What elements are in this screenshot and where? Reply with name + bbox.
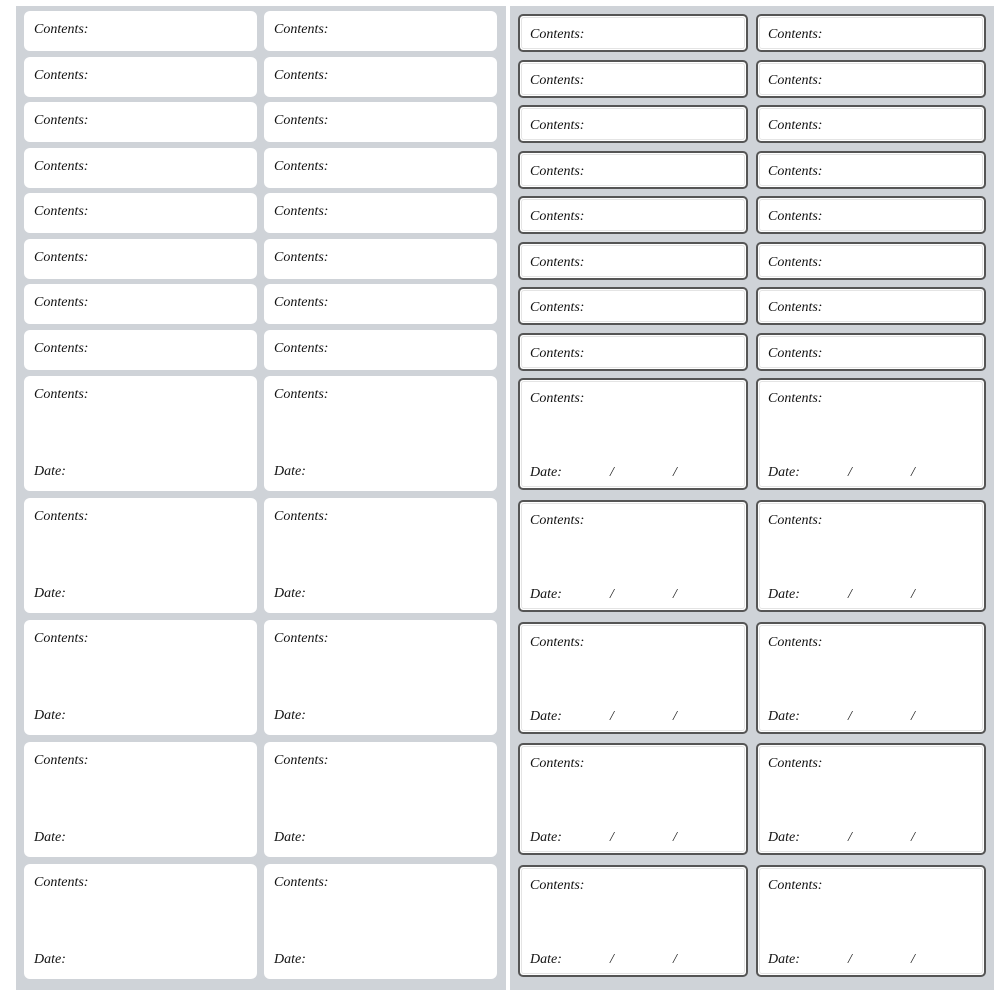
contents-label: Contents: <box>34 204 89 219</box>
contents-label: Contents: <box>530 163 585 179</box>
date-label: Date: <box>530 708 562 724</box>
contents-label: Contents: <box>530 878 585 894</box>
date-label: Date: <box>530 830 562 846</box>
date-separator: / <box>673 708 677 724</box>
small-label[interactable] <box>756 14 986 52</box>
small-label[interactable] <box>24 193 257 233</box>
date-label: Date: <box>34 830 66 845</box>
contents-label: Contents: <box>34 113 89 128</box>
label-sheet-plain <box>16 6 506 990</box>
date-label: Date: <box>530 465 562 480</box>
small-label[interactable] <box>24 148 257 188</box>
date-separator: / <box>848 465 852 480</box>
large-label[interactable] <box>264 620 497 735</box>
small-label[interactable] <box>24 102 257 142</box>
large-label[interactable] <box>756 622 986 734</box>
contents-label: Contents: <box>530 209 585 224</box>
date-label: Date: <box>768 952 800 968</box>
date-separator: / <box>610 586 614 602</box>
small-label[interactable] <box>264 239 497 279</box>
contents-label: Contents: <box>34 22 89 37</box>
large-label[interactable] <box>24 498 257 613</box>
contents-label: Contents: <box>274 387 329 402</box>
date-label: Date: <box>530 952 562 968</box>
small-label[interactable] <box>24 57 257 97</box>
contents-label: Contents: <box>34 753 89 768</box>
contents-label: Contents: <box>530 72 585 88</box>
small-label[interactable] <box>518 242 748 280</box>
label-sheet-bordered <box>510 6 994 990</box>
contents-label: Contents: <box>530 300 585 315</box>
contents-label: Contents: <box>34 295 89 310</box>
date-separator: / <box>610 830 614 846</box>
small-label[interactable] <box>24 330 257 370</box>
contents-label: Contents: <box>768 209 823 224</box>
small-label[interactable] <box>756 333 986 371</box>
date-separator: / <box>848 708 852 724</box>
small-label[interactable] <box>264 11 497 51</box>
contents-label: Contents: <box>530 254 585 270</box>
date-label: Date: <box>274 830 306 845</box>
large-label[interactable] <box>24 376 257 491</box>
contents-label: Contents: <box>530 512 585 528</box>
small-label[interactable] <box>518 151 748 189</box>
small-label[interactable] <box>756 60 986 98</box>
contents-label: Contents: <box>768 27 823 42</box>
contents-label: Contents: <box>530 118 585 133</box>
contents-label: Contents: <box>768 72 823 88</box>
date-separator: / <box>911 952 915 968</box>
contents-label: Contents: <box>274 249 329 265</box>
date-label: Date: <box>34 586 66 601</box>
date-label: Date: <box>274 586 306 601</box>
contents-label: Contents: <box>530 756 585 772</box>
small-label[interactable] <box>756 105 986 143</box>
date-separator: / <box>911 586 915 602</box>
date-label: Date: <box>768 708 800 724</box>
small-label[interactable] <box>264 284 497 324</box>
date-label: Date: <box>34 464 66 479</box>
date-label: Date: <box>274 464 306 479</box>
small-label[interactable] <box>518 60 748 98</box>
contents-label: Contents: <box>34 67 89 83</box>
date-separator: / <box>911 830 915 846</box>
large-label[interactable] <box>24 864 257 979</box>
contents-label: Contents: <box>34 387 89 402</box>
date-separator: / <box>610 465 614 480</box>
small-label[interactable] <box>518 333 748 371</box>
large-label[interactable] <box>264 498 497 613</box>
contents-label: Contents: <box>34 631 89 646</box>
small-label[interactable] <box>518 287 748 325</box>
date-label: Date: <box>530 586 562 602</box>
contents-label: Contents: <box>768 345 823 361</box>
large-label[interactable] <box>518 865 748 977</box>
contents-label: Contents: <box>768 254 823 270</box>
small-label[interactable] <box>264 102 497 142</box>
contents-label: Contents: <box>274 158 329 174</box>
date-separator: / <box>673 830 677 846</box>
small-label[interactable] <box>24 284 257 324</box>
contents-label: Contents: <box>768 118 823 133</box>
date-separator: / <box>911 708 915 724</box>
contents-label: Contents: <box>274 340 329 356</box>
date-separator: / <box>911 465 915 480</box>
date-separator: / <box>673 952 677 968</box>
contents-label: Contents: <box>530 391 585 406</box>
small-label[interactable] <box>518 196 748 234</box>
large-label[interactable] <box>756 865 986 977</box>
large-label[interactable] <box>264 742 497 857</box>
large-label[interactable] <box>518 378 748 490</box>
contents-label: Contents: <box>768 391 823 406</box>
date-label: Date: <box>34 708 66 723</box>
contents-label: Contents: <box>34 249 89 265</box>
contents-label: Contents: <box>768 512 823 528</box>
contents-label: Contents: <box>768 878 823 894</box>
small-label[interactable] <box>756 287 986 325</box>
small-label[interactable] <box>264 57 497 97</box>
large-label[interactable] <box>518 500 748 612</box>
contents-label: Contents: <box>274 295 329 310</box>
large-label[interactable] <box>518 622 748 734</box>
date-separator: / <box>673 465 677 480</box>
contents-label: Contents: <box>274 753 329 768</box>
large-label[interactable] <box>518 743 748 855</box>
date-separator: / <box>610 952 614 968</box>
contents-label: Contents: <box>274 875 329 890</box>
contents-label: Contents: <box>34 158 89 174</box>
small-label[interactable] <box>24 239 257 279</box>
date-separator: / <box>848 586 852 602</box>
contents-label: Contents: <box>274 67 329 83</box>
contents-label: Contents: <box>34 875 89 890</box>
small-label[interactable] <box>756 151 986 189</box>
date-label: Date: <box>768 465 800 480</box>
large-label[interactable] <box>264 376 497 491</box>
contents-label: Contents: <box>768 163 823 179</box>
contents-label: Contents: <box>274 113 329 128</box>
large-label[interactable] <box>756 500 986 612</box>
small-label[interactable] <box>756 196 986 234</box>
date-separator: / <box>848 952 852 968</box>
contents-label: Contents: <box>768 300 823 315</box>
large-label[interactable] <box>24 620 257 735</box>
contents-label: Contents: <box>34 340 89 356</box>
small-label[interactable] <box>518 14 748 52</box>
large-label[interactable] <box>756 743 986 855</box>
date-separator: / <box>610 708 614 724</box>
date-label: Date: <box>768 830 800 846</box>
contents-label: Contents: <box>768 634 823 650</box>
date-separator: / <box>673 586 677 602</box>
contents-label: Contents: <box>530 634 585 650</box>
contents-label: Contents: <box>274 22 329 37</box>
contents-label: Contents: <box>34 509 89 524</box>
small-label[interactable] <box>24 11 257 51</box>
small-label[interactable] <box>518 105 748 143</box>
date-separator: / <box>848 830 852 846</box>
small-label[interactable] <box>264 193 497 233</box>
contents-label: Contents: <box>274 631 329 646</box>
large-label[interactable] <box>264 864 497 979</box>
small-label[interactable] <box>264 148 497 188</box>
contents-label: Contents: <box>530 345 585 361</box>
date-label: Date: <box>274 708 306 723</box>
small-label[interactable] <box>756 242 986 280</box>
contents-label: Contents: <box>530 27 585 42</box>
contents-label: Contents: <box>274 509 329 524</box>
date-label: Date: <box>34 952 66 967</box>
date-label: Date: <box>274 952 306 967</box>
date-label: Date: <box>768 586 800 602</box>
large-label[interactable] <box>24 742 257 857</box>
contents-label: Contents: <box>274 204 329 219</box>
large-label[interactable] <box>756 378 986 490</box>
contents-label: Contents: <box>768 756 823 772</box>
small-label[interactable] <box>264 330 497 370</box>
